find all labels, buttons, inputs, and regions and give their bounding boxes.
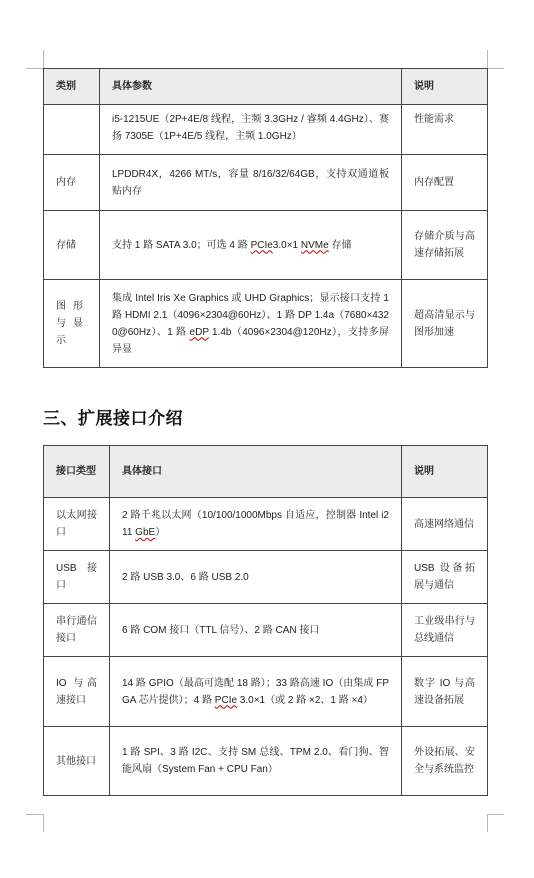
- table-row: [44, 498, 488, 551]
- row-interface-type: 串行通信接口: [44, 604, 110, 657]
- row-category: [44, 105, 100, 155]
- row-params: i5-1215UE（2P+4E/8 线程，主频 3.3GHz / 睿频 4.4GHz）、赛扬 7305E（1P+4E/5 线程，主频 1.0GHz）: [100, 105, 402, 155]
- spellcheck-flagged-word: NVMe: [300, 239, 329, 251]
- row-category: 存储: [44, 211, 100, 280]
- row-params: 集成 Intel Iris Xe Graphics 或 UHD Graphics；显示接口支持 1 路 HDMI 2.1（4096×2304@60Hz）、1 路 DP 1.4a（7680×4320@60Hz）、1 路 eDP 1.4b（4096×2304@120Hz），支持多屏异显: [100, 280, 402, 368]
- crop-mark-top-left-v: [43, 50, 44, 68]
- table-header-row: [44, 446, 488, 498]
- table-row: [44, 105, 488, 155]
- row-interface-spec: 2 路千兆以太网（10/100/1000Mbps 自适应，控制器 Intel i211 GbE）: [110, 498, 402, 551]
- row-interface-type: IO 与高速接口: [44, 657, 110, 727]
- crop-mark-top-right-h: [487, 68, 504, 69]
- table-row: [44, 211, 488, 280]
- row-interface-type: USB 接口: [44, 551, 110, 604]
- row-interface-type: 其他接口: [44, 727, 110, 796]
- row-interface-type: 以太网接口: [44, 498, 110, 551]
- crop-mark-bottom-right-v: [487, 814, 488, 832]
- spellcheck-flagged-word: PCIe: [214, 694, 238, 706]
- table-row: [44, 604, 488, 657]
- row-note: 工业级串行与总线通信: [402, 604, 488, 657]
- spellcheck-flagged-word: eDP: [189, 326, 209, 338]
- row-note: USB 设备拓展与通信: [402, 551, 488, 604]
- row-note: 超高清显示与图形加速: [402, 280, 488, 368]
- column-header-note: 说明: [402, 446, 488, 498]
- interface-table: [43, 445, 488, 796]
- row-note: 高速网络通信: [402, 498, 488, 551]
- row-interface-spec: 6 路 COM 接口（TTL 信号）、2 路 CAN 接口: [110, 604, 402, 657]
- row-note: 存储介质与高速存储拓展: [402, 211, 488, 280]
- table-row: [44, 657, 488, 727]
- section-heading: 三、扩展接口介绍: [43, 409, 183, 428]
- crop-mark-bottom-right-h: [487, 814, 504, 815]
- crop-mark-top-right-v: [487, 50, 488, 68]
- spellcheck-flagged-word: PCIe: [250, 239, 273, 251]
- column-header-note: 说明: [402, 69, 488, 105]
- column-header-params: 具体参数: [100, 69, 402, 105]
- row-params: LPDDR4X，4266 MT/s，容量 8/16/32/64GB，支持双通道板贴内存: [100, 155, 402, 211]
- row-category: 内存: [44, 155, 100, 211]
- hardware-spec-table: [43, 68, 488, 368]
- crop-mark-bottom-left-h: [26, 814, 43, 815]
- row-interface-spec: 1 路 SPI、3 路 I2C、支持 SM 总线、TPM 2.0、看门狗、智能风扇（System Fan + CPU Fan）: [110, 727, 402, 796]
- table-row: [44, 280, 488, 368]
- crop-mark-top-left-h: [26, 68, 43, 69]
- table-header-row: [44, 69, 488, 105]
- row-note: 数字 IO 与高速设备拓展: [402, 657, 488, 727]
- spellcheck-flagged-word: GbE: [135, 527, 156, 538]
- table-row: [44, 727, 488, 796]
- table-row: [44, 155, 488, 211]
- column-header-interface-spec: 具体接口: [110, 446, 402, 498]
- row-note: 性能需求: [402, 105, 488, 155]
- table-row: [44, 551, 488, 604]
- row-interface-spec: 2 路 USB 3.0、6 路 USB 2.0: [110, 551, 402, 604]
- row-params: 支持 1 路 SATA 3.0；可选 4 路 PCIe3.0×1 NVMe 存储: [100, 211, 402, 280]
- row-note: 内存配置: [402, 155, 488, 211]
- crop-mark-bottom-left-v: [43, 814, 44, 832]
- row-note: 外设拓展、安全与系统监控: [402, 727, 488, 796]
- row-interface-spec: 14 路 GPIO（最高可选配 18 路）；33 路高速 IO（由集成 FPGA 芯片提供）；4 路 PCIe 3.0×1（或 2 路 ×2、1 路 ×4）: [110, 657, 402, 727]
- row-category: 图形与显示: [44, 280, 100, 368]
- column-header-interface-type: 接口类型: [44, 446, 110, 498]
- column-header-category: 类别: [44, 69, 100, 105]
